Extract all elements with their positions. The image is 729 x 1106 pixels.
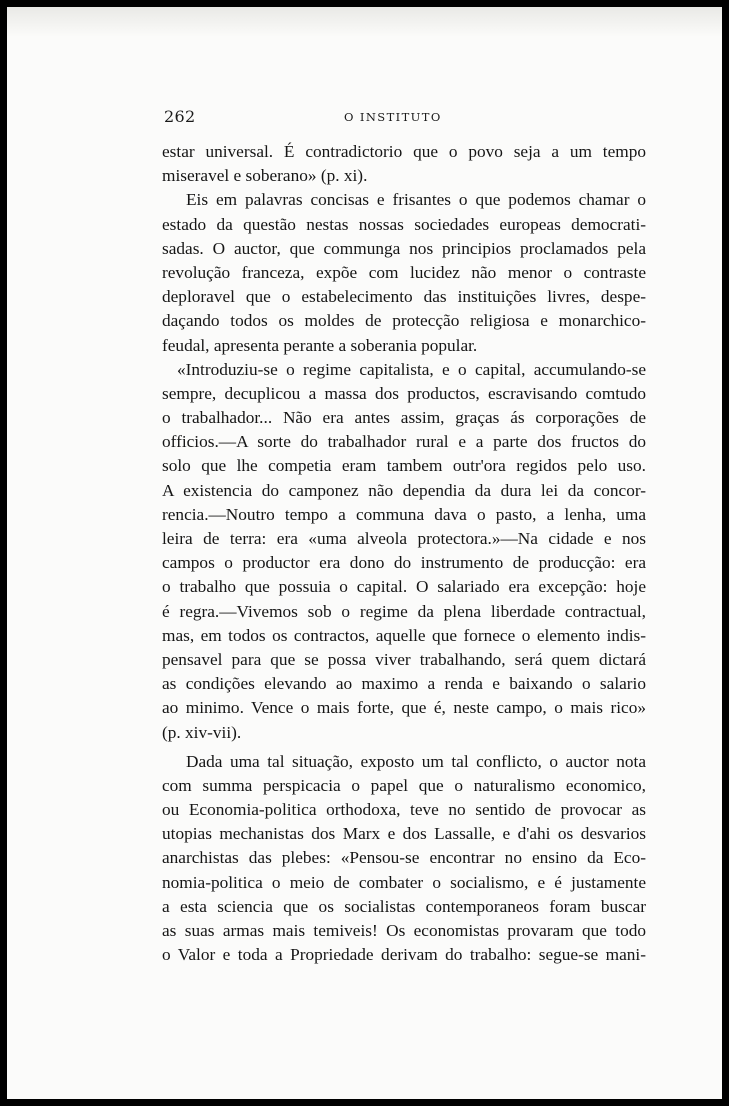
text-line: nomia-politica o meio de combater o socialismo, e é justamente [162,872,646,892]
text-line: estado da questão nestas nossas sociedades europeas democrati- [162,214,646,234]
text-line: utopias mechanistas dos Marx e dos Lassalle, e d'ahi os desvarios [162,824,646,844]
text-line: (p. xiv-vii). [162,722,242,742]
text-line: com summa perspicacia o papel que o naturalismo economico, [162,775,646,795]
text-line: sadas. O auctor, que communga nos principios proclamados pela [162,238,646,258]
text-line: as condições elevando ao maximo a renda e baixando o salario [162,674,646,694]
text-line: miseravel e soberano» (p. xi). [162,166,368,186]
text-line: leira de terra: era «uma alveola protectora.»—Na cidade e nos [162,529,646,548]
text-line: feudal, apresenta perante a soberania popular. [162,335,478,355]
text-line: estar universal. É contradictorio que o povo seja a um tempo [162,142,646,161]
text-line: anarchistas das plebes: «Pensou-se encontrar no ensino da Eco- [162,848,646,868]
text-line: sempre, decuplicou a massa dos productos, escravisando comtudo [162,383,646,403]
body-text [162,140,646,967]
text-line: o Valor e toda a Propriedade derivam do trabalho: segue-se mani- [162,945,646,965]
text-line: rencia.—Noutro tempo a communa dava o pasto, a lenha, uma [162,504,646,524]
text-line: ao minimo. Vence o mais forte, que é, neste campo, o mais rico» [162,698,646,718]
text-line: Eis em palavras concisas e frisantes o que podemos chamar o [186,190,646,210]
page-number: 262 [164,107,196,126]
text-line: a esta sciencia que os socialistas contemporaneos foram buscar [162,896,646,916]
text-line: pensavel para que se possa viver trabalhando, será quem dictará [162,649,646,669]
text-line: Dada uma tal situação, exposto um tal conflicto, o auctor nota [186,751,646,771]
text-line: officios.—A sorte do trabalhador rural e a parte dos fructos do [162,432,646,452]
text-line: o trabalho que possuia o capital. O salariado era excepção: hoje [162,577,646,597]
running-title: O INSTITUTO [344,110,442,124]
text-line: revolução franceza, expõe com lucidez não menor o contraste [162,262,646,282]
text-line: daçando todos os moldes de protecção religiosa e monarchico- [162,311,646,331]
text-line: A existencia do camponez não dependia da dura lei da concor- [162,480,646,500]
text-line: deploravel que o estabelecimento das instituições livres, despe- [162,287,646,307]
text-line: solo que lhe competia eram tambem outr'ora regidos pelo uso. [162,456,646,476]
page-header [162,103,646,127]
text-line: o trabalhador... Não era antes assim, graças ás corporações de [162,408,646,428]
text-line: é regra.—Vivemos sob o regime da plena liberdade contractual, [162,601,646,621]
text-line: ou Economia-politica orthodoxa, teve no sentido de provocar as [162,800,646,820]
book-page [7,7,722,1099]
text-line: as suas armas mais temiveis! Os economistas provaram que todo [162,921,646,940]
text-line: «Introduziu-se o regime capitalista, e o capital, accumulando-se [177,359,646,379]
text-line: campos o productor era dono do instrumento de producção: era [162,553,646,573]
text-line: mas, em todos os contractos, aquelle que fornece o elemento indis- [162,625,646,645]
